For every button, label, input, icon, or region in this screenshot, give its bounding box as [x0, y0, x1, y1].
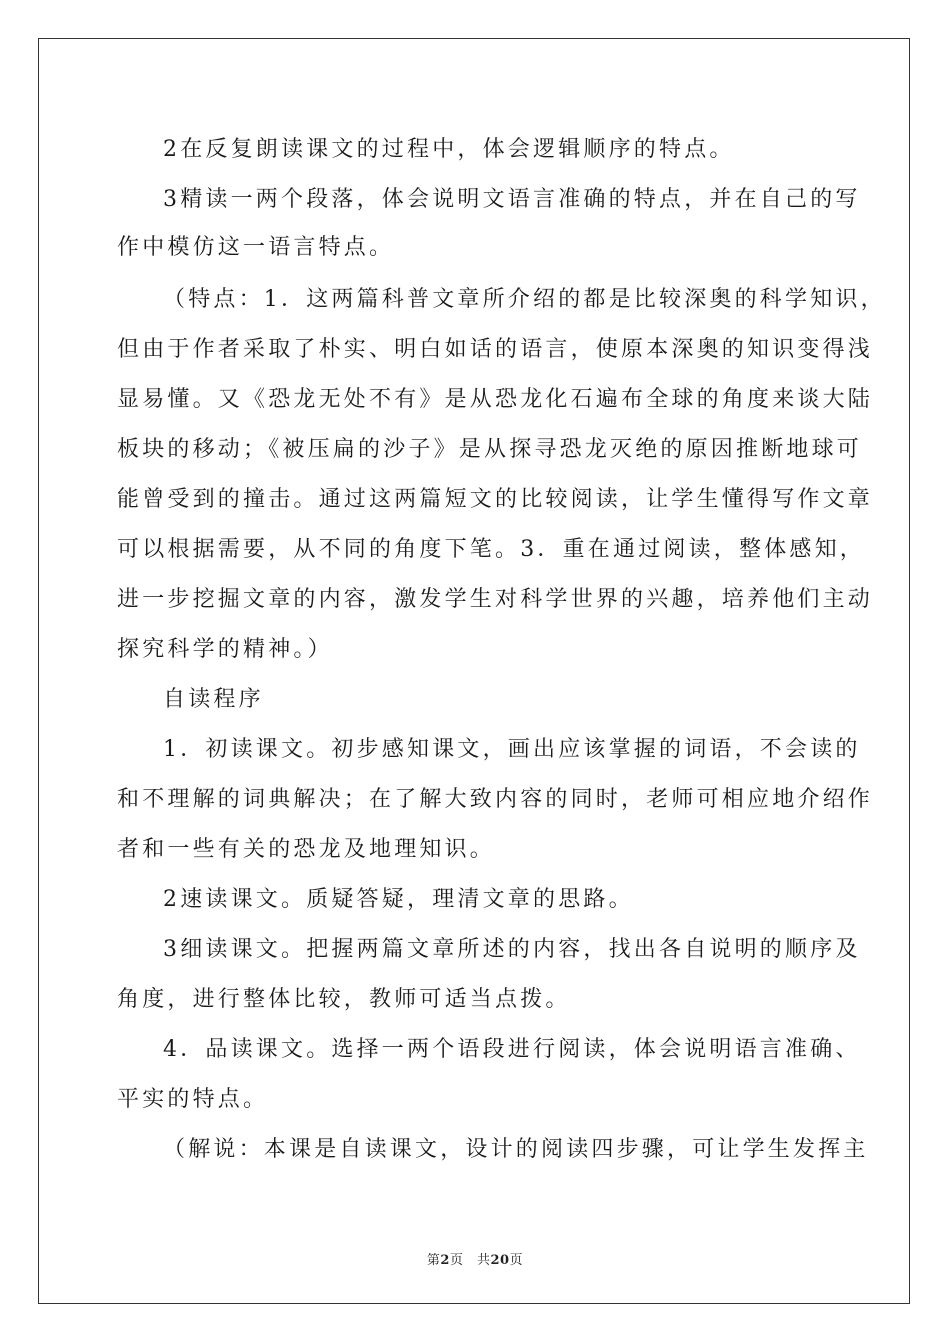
- paragraph-line: 但由于作者采取了朴实、明白如话的语言，使原本深奥的知识变得浅: [117, 337, 874, 362]
- current-page-number: 2: [440, 1253, 450, 1268]
- page-border: [38, 38, 910, 1304]
- page-footer: [0, 1249, 950, 1268]
- paragraph-line: （解说：本课是自读课文，设计的阅读四步骤，可让学生发挥主: [163, 1137, 869, 1162]
- paragraph-line: 显易懂。又《恐龙无处不有》是从恐龙化石遍布全球的角度来谈大陆: [117, 387, 874, 412]
- paragraph-line: （特点：1．这两篇科普文章所介绍的都是比较深奥的科学知识，: [163, 287, 886, 312]
- paragraph-line: 进一步挖掘文章的内容，激发学生对科学世界的兴趣，培养他们主动: [117, 587, 874, 612]
- paragraph-line: 2在反复朗读课文的过程中，体会逻辑顺序的特点。: [163, 137, 735, 162]
- paragraph-line: 3精读一两个段落，体会说明文语言准确的特点，并在自己的写: [163, 187, 861, 212]
- total-page-number: 20: [490, 1253, 510, 1268]
- paragraph-line: 和不理解的词典解决；在了解大致内容的同时，老师可相应地介绍作: [117, 787, 874, 812]
- paragraph-line: 平实的特点。: [117, 1087, 269, 1112]
- paragraph-line: 者和一些有关的恐龙及地理知识。: [117, 837, 496, 862]
- paragraph-line: 可以根据需要，从不同的角度下笔。3．重在通过阅读，整体感知，: [117, 537, 865, 562]
- paragraph-line: 作中模仿这一语言特点。: [117, 235, 395, 260]
- footer-suffix: 页: [509, 1253, 524, 1268]
- paragraph-line: 角度，进行整体比较，教师可适当点拨。: [117, 987, 571, 1012]
- paragraph-line: 能曾受到的撞击。通过这两篇短文的比较阅读，让学生懂得写作文章: [117, 487, 874, 512]
- footer-mid: 页 共: [449, 1253, 491, 1268]
- paragraph-line: 2速读课文。质疑答疑，理清文章的思路。: [163, 887, 634, 912]
- paragraph-line: 3细读课文。把握两篇文章所述的内容，找出各自说明的顺序及: [163, 937, 861, 962]
- section-heading: 自读程序: [163, 687, 264, 712]
- footer-prefix: 第: [426, 1253, 441, 1268]
- paragraph-line: 探究科学的精神。）: [117, 637, 333, 662]
- paragraph-line: 4．品读课文。选择一两个语段进行阅读，体会说明语言准确、: [163, 1037, 861, 1062]
- paragraph-line: 板块的移动；《被压扁的沙子》是从探寻恐龙灭绝的原因推断地球可: [117, 437, 863, 462]
- paragraph-line: 1．初读课文。初步感知课文，画出应该掌握的词语，不会读的: [163, 737, 861, 762]
